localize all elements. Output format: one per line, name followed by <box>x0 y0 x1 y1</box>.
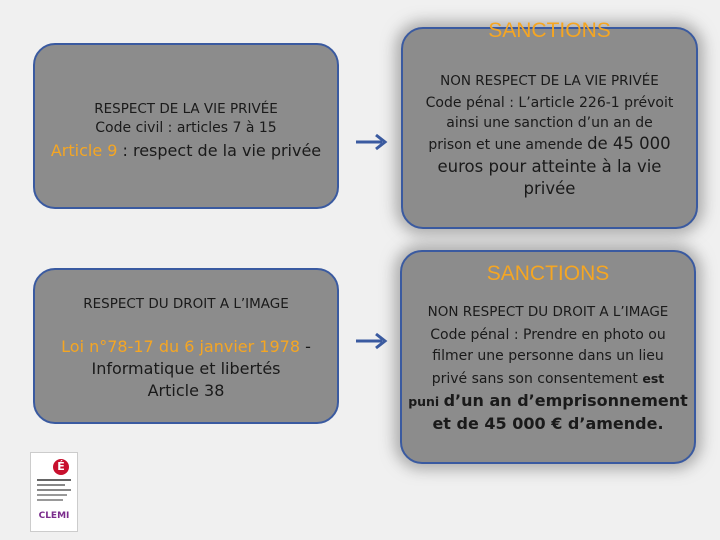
sanction-droit-image-box <box>400 250 696 464</box>
clemi-logo <box>30 452 78 532</box>
code-penal-line-1: Code pénal : L’article 226-1 prévoit <box>425 95 674 111</box>
sanctions-heading-bottom: SANCTIONS <box>486 262 610 285</box>
ministere-badge-icon <box>53 459 69 475</box>
code-penal-image-line-3 <box>432 367 665 390</box>
droit-image-box <box>33 268 339 424</box>
sanction-vie-privee-box <box>401 19 698 229</box>
vie-privee-title: RESPECT DE LA VIE PRIVÉE <box>94 100 278 117</box>
logo-text-lines <box>37 479 71 501</box>
article-9-text: : respect de la vie privée <box>117 140 322 160</box>
informatique-libertes: Informatique et libertés <box>91 359 281 378</box>
loi-line <box>61 336 311 358</box>
arrow-right-icon <box>354 331 390 351</box>
droit-image-title: RESPECT DU DROIT A L’IMAGE <box>83 296 289 312</box>
article-38: Article 38 <box>147 381 225 400</box>
arrow-right-icon <box>354 132 390 152</box>
vie-privee-box <box>33 43 339 209</box>
puni-text: puni <box>408 394 444 409</box>
code-penal-line-3 <box>428 133 670 156</box>
est-text: est <box>642 371 665 386</box>
vie-privee-article <box>51 141 321 160</box>
emprisonnement-text: d’un an d’emprisonnement <box>443 391 688 410</box>
code-penal-image-line-5: et de 45 000 € d’amende. <box>432 414 664 433</box>
badge-letter: É <box>57 460 65 473</box>
vie-privee-subtitle: Code civil : articles 7 à 15 <box>95 119 277 136</box>
article-9-label: Article 9 <box>50 140 118 160</box>
sanctions-heading-text: SANCTIONS <box>488 19 611 42</box>
loi-reference: Loi n°78-17 du 6 janvier 1978 <box>61 337 300 356</box>
consentement-text: privé sans son consentement <box>431 371 643 387</box>
code-penal-image-line-4 <box>408 390 688 413</box>
non-respect-droit-image-title: NON RESPECT DU DROIT A L’IMAGE <box>427 304 669 320</box>
code-penal-line-2: ainsi une sanction d’un an de <box>446 115 653 131</box>
amende-amount: de 45 000 <box>587 134 671 153</box>
code-penal-line-4: euros pour atteinte à la vie <box>437 157 662 176</box>
code-penal-image-line-2: filmer une personne dans un lieu <box>432 348 664 364</box>
loi-dash: - <box>300 337 311 356</box>
code-penal-line-5: privée <box>523 179 576 198</box>
amende-text: prison et une amende <box>428 137 588 153</box>
non-respect-vie-privee-title: NON RESPECT DE LA VIE PRIVÉE <box>440 73 659 89</box>
sanctions-heading-top <box>403 19 696 43</box>
code-penal-image-line-1: Code pénal : Prendre en photo ou <box>430 327 666 343</box>
clemi-wordmark: CLEMI <box>38 511 70 521</box>
